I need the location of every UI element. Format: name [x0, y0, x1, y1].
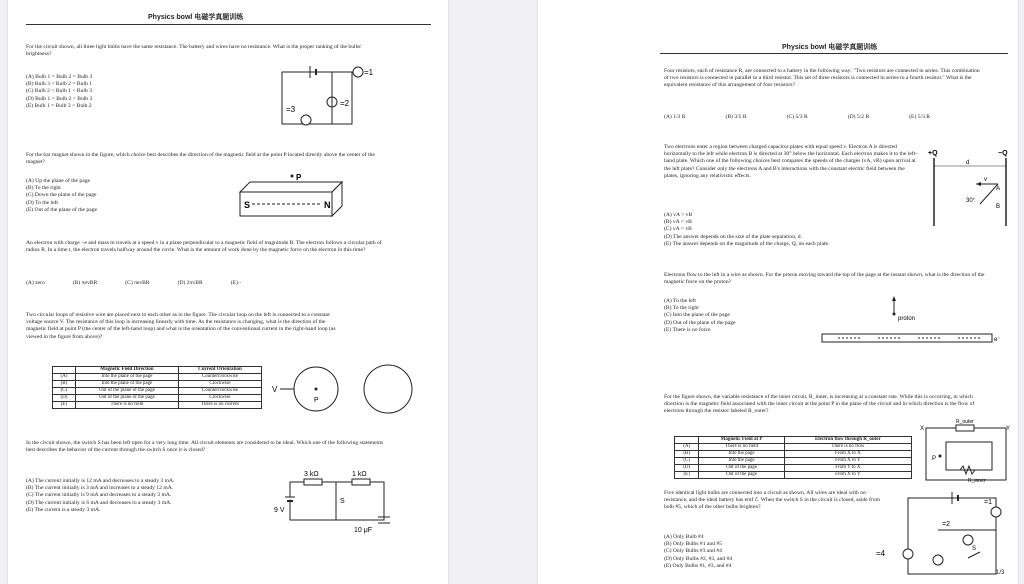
table-cell: (C)	[675, 458, 699, 465]
table-cell: Counterclockwise	[178, 374, 261, 381]
table-cell: Into the page	[699, 458, 784, 465]
angle-label: 30°	[966, 198, 976, 204]
question-10-stem: Five identical light bulbs are connected into a circuit as shown. All wires are ideal with no resistance, and the ideal battery has emf ℰ. When the switch S in the circuit is closed, aside from bulb #5, which of the other bulbs brighten?	[664, 490, 880, 511]
inner-outer-circuit-diagram	[916, 416, 1012, 486]
table-cell: (B)	[675, 451, 699, 458]
question-5-options	[26, 478, 276, 514]
resistor-1k-label: 1 kΩ	[352, 471, 367, 478]
question-10	[664, 490, 884, 514]
option-a: (A) Up the plane of the page	[26, 178, 90, 184]
table-cell: (A)	[675, 444, 699, 451]
option-a: (A) 1/3 R	[664, 114, 686, 120]
table-cell: There is no current	[178, 402, 261, 409]
question-7-options	[664, 212, 964, 248]
table-cell: Into the page	[699, 451, 784, 458]
r-outer-label: R_outer	[956, 419, 974, 425]
option-b: (B) To the right	[26, 185, 61, 192]
page-number: 1/3	[996, 570, 1005, 576]
table-cell: (A)	[53, 374, 76, 381]
table-cell: (D)	[53, 395, 76, 402]
table-header: Electron flow through R_outer	[784, 437, 911, 444]
question-6-options	[664, 114, 994, 121]
option-b: (B) Only Bulbs #1 and #5	[664, 541, 722, 548]
table-cell: Out of the page	[699, 472, 784, 479]
question-4-stem: Two circular loops of resistive wire are placed next to each other as in the figure. The circular loop on the left is connected to a constant voltage source V. The resistance of this loop is increasing linearly with time. As the resistance is changing, what is the direction of the magnetic field at point P (the center of the left-hand loop) and what is the orientation of the conventional current in the right-hand loop (as viewed in the figure from above)?	[26, 312, 336, 340]
positive-plate-label: +Q	[928, 150, 938, 157]
table-cell: From X to Y	[784, 458, 911, 465]
option-b: (B) 3/5 R	[725, 114, 747, 120]
question-3-options	[26, 280, 406, 287]
question-1-options	[26, 74, 226, 110]
option-d: (D) Out of the plane of the page	[664, 319, 736, 326]
table-cell: There is no field	[75, 402, 178, 409]
option-d: (D) 2πvBR	[177, 280, 203, 286]
table-cell: Clockwise	[178, 395, 261, 402]
table-row	[675, 451, 912, 458]
question-4	[26, 312, 346, 343]
electron-a-label: A	[996, 186, 1001, 192]
page-header: Physics bowl 电磁学真题训练	[148, 14, 244, 21]
table-row	[675, 444, 912, 451]
circuit-diagram-q10	[872, 484, 1008, 580]
question-2-options	[26, 178, 226, 214]
point-p-label: P	[296, 173, 302, 182]
header-rule	[660, 53, 1008, 54]
question-9-stem: For the figure shown, the variable resistance of the inner circuit, R_inner, is increasing at a constant rate. While this is occurring, in which direction is the magnetic field associated with the inner circuit at the point P in the plane of the circuit and in which direction is the flow of electrons through the resistor labeled R_outer?	[664, 394, 975, 415]
capacitor-label: 10 μF	[354, 527, 373, 534]
bulb-4-label: =4	[876, 549, 886, 558]
page-header: Physics bowl 电磁学真题训练	[782, 44, 878, 51]
option-b: (B) vA = vB	[664, 219, 692, 226]
question-2-stem: For the bar magnet shown in the figure, which choice best describes the direction of the magnetic field at the point P located directly above the center of the magnet?	[26, 152, 375, 166]
option-c: (C) vA < vB	[664, 226, 692, 233]
loops-diagram	[270, 362, 420, 424]
page-left	[8, 0, 448, 584]
option-a: (A) To the left	[664, 298, 696, 304]
bulb-2-label: =2	[942, 521, 950, 528]
option-b: (B) The current initially is 3 mA and increases to a steady 12 mA.	[26, 485, 174, 492]
table-cell: (E)	[53, 402, 76, 409]
table-row	[53, 381, 262, 388]
table-header	[53, 367, 76, 374]
option-d: (D) Only Bulbs #2, #3, and #4	[664, 555, 733, 562]
circuit-diagram-q1	[270, 58, 382, 130]
bulb-1-label: =1	[364, 68, 374, 77]
option-c: (C) The current initially is 9 mA and decreases to a steady 3 mA.	[26, 492, 172, 499]
option-d: (D) Bulb 1 = Bulb 2 < Bulb 3	[26, 95, 93, 102]
question-1-stem: For the circuit shown, all three light bulbs have the same resistance. The battery and wires have no resistance. What is the proper ranking of the bulbs' brightness?	[26, 44, 362, 58]
bulb-2-label: =2	[340, 99, 350, 108]
table-cell: Out of the plane of the page	[75, 395, 178, 402]
point-p-label: P	[932, 456, 937, 462]
page-right	[538, 0, 1018, 584]
x-terminal-label: X	[920, 426, 925, 432]
header-rule	[26, 24, 431, 25]
question-6	[664, 68, 984, 92]
table-cell: There is no field	[699, 444, 784, 451]
negative-plate-label: −Q	[998, 150, 1008, 157]
y-terminal-label: Y	[1006, 426, 1011, 432]
option-c: (C) Only Bulbs #3 and #4	[664, 548, 722, 555]
question-7	[664, 144, 920, 182]
question-4-table	[52, 366, 262, 409]
r-inner-label: R_inner	[968, 478, 986, 484]
option-b: (B) To the right	[664, 305, 699, 312]
point-p-label: P	[314, 397, 319, 404]
option-c: (C) Down the plane of the page	[26, 192, 97, 199]
option-e: (E) There is no force	[664, 326, 711, 333]
option-c: (C) 5/3 R	[786, 114, 808, 120]
table-cell: From X to Y	[784, 472, 911, 479]
wire-proton-diagram	[818, 292, 1010, 354]
table-header: Magnetic Field Direction	[75, 367, 178, 374]
question-9	[664, 394, 994, 418]
option-e: (E) The current is a steady 3 mA.	[26, 506, 101, 513]
option-a: (A) The current initially is 12 mA and decreases to a steady 3 mA.	[26, 478, 175, 484]
question-9-table	[674, 436, 912, 479]
table-row	[53, 395, 262, 402]
question-3-stem: An electron with charge −e and mass m travels at a speed v in a plane perpendicular to a magnetic field of magnitude B. The electron follows a circular path of radius R. In a time t, the electron travels halfway around the circle. What is the amount of work done by the magnetic force on the electron in this time?	[26, 240, 382, 254]
table-row	[675, 465, 912, 472]
question-5-stem: In the circuit shown, the switch S has been left open for a very long time. All circuit elements are considered to be ideal. Which one of the following statements best describes the behavior of the current through the switch S once it is closed?	[26, 440, 384, 454]
table-row	[53, 402, 262, 409]
question-10-options	[664, 534, 864, 570]
table-row	[53, 388, 262, 395]
velocity-label: v	[984, 177, 987, 183]
bar-magnet-diagram	[234, 170, 354, 226]
question-8-options	[664, 298, 814, 334]
question-5	[26, 440, 386, 456]
option-a: (A) zero	[26, 280, 45, 286]
table-cell: Counterclockwise	[178, 388, 261, 395]
table-header	[675, 437, 699, 444]
table-cell: Into the plane of the page	[75, 374, 178, 381]
table-row	[675, 458, 912, 465]
capacitor-plates-diagram	[926, 146, 1014, 230]
table-cell: Out of the page	[699, 465, 784, 472]
option-a: (A) Bulb 1 = Bulb 2 = Bulb 3	[26, 74, 93, 80]
north-pole-label: N	[324, 200, 331, 210]
table-cell: (D)	[675, 465, 699, 472]
table-cell: (B)	[53, 381, 76, 388]
question-6-stem: Four resistors, each of resistance R, are connected to a battery in the following way: "Two resistors are connected in series. This combination of two resistors is connected in parallel to a third resistor. This set of three resistors is connected in series to a fourth resistor." What is the equivalent resistance of this arrangement of four resistors?	[664, 68, 980, 89]
table-cell: Clockwise	[178, 381, 261, 388]
table-cell: (E)	[675, 472, 699, 479]
bulb-1-label: =1	[984, 499, 992, 506]
table-cell: From X to X	[784, 451, 911, 458]
question-3	[26, 240, 386, 256]
bulb-3-label: =3	[286, 105, 296, 114]
option-b: (B) πevBR	[72, 280, 98, 286]
option-d: (D) The current initially is 6 mA and decreases to a steady 3 mA.	[26, 499, 172, 506]
electron-label: e⁻	[994, 337, 1001, 343]
table-row	[53, 374, 262, 381]
option-c: (C) Into the plane of the page	[664, 312, 730, 319]
option-a: (A) Only Bulb #4	[664, 534, 704, 540]
voltage-label: V	[272, 385, 278, 394]
battery-label: 9 V	[274, 507, 285, 514]
table-header: Current Orientation	[178, 367, 261, 374]
resistor-3k-label: 3 kΩ	[304, 471, 319, 478]
electron-b-label: B	[996, 204, 1001, 210]
option-d: (D) The answer depends on the size of the plate separation, d.	[664, 233, 802, 240]
question-2	[26, 152, 386, 168]
separation-label: d	[966, 160, 970, 166]
circuit-diagram-q5	[274, 468, 394, 534]
proton-label: proton	[898, 316, 916, 322]
option-e: (E) 5/3 R	[909, 114, 931, 120]
option-e: (E) The answer depends on the magnitude of the charge, Q, on each plate.	[664, 240, 830, 247]
option-e: (E) Bulb 1 = Bulb 3 < Bulb 2	[26, 102, 92, 109]
option-d: (D) To the left	[26, 199, 58, 206]
option-c: (C) πevBR	[125, 280, 150, 286]
table-cell: There is no flow	[784, 444, 911, 451]
option-d: (D) 5/2 R	[847, 114, 870, 120]
option-a: (A) vA > vB	[664, 212, 693, 218]
table-cell: Out of the plane of the page	[75, 388, 178, 395]
table-row	[675, 472, 912, 479]
table-cell: Into the plane of the page	[75, 381, 178, 388]
table-cell: (C)	[53, 388, 76, 395]
table-header: Magnetic Field at P	[699, 437, 784, 444]
switch-label: S	[340, 498, 345, 505]
south-pole-label: S	[244, 200, 251, 210]
option-e: (E) Only Bulbs #1, #3, and #4	[664, 562, 732, 569]
question-7-stem: Two electrons enter a region between charged capacitor plates with equal speed v. Electron A is directed horizontally to the left while electron B is directed at 30° below the horizontal. Each electron makes it to the left-hand plate. Which one of the following choices best compares the speeds of the charges (vA, vB) upon arrival at the left plate? Consider only the electrons A and B's interactions with the constant electric field between the plates, ignoring any relativistic effects.	[664, 144, 918, 179]
option-e: (E) Out of the plane of the page	[26, 206, 97, 213]
option-b: (B) Bulb 3 < Bulb 2 = Bulb 1	[26, 81, 92, 88]
option-e: (E) -	[230, 280, 242, 286]
table-cell: From Y to X	[784, 465, 911, 472]
option-c: (C) Bulb 2 < Bulb 1 < Bulb 3	[26, 88, 92, 95]
question-8-stem: Electrons flow to the left in a wire as shown. For the proton moving toward the top of the page at the instant shown, what is the direction of the magnetic force on the proton?	[664, 272, 985, 286]
switch-label: S	[972, 546, 977, 552]
question-8	[664, 272, 994, 288]
